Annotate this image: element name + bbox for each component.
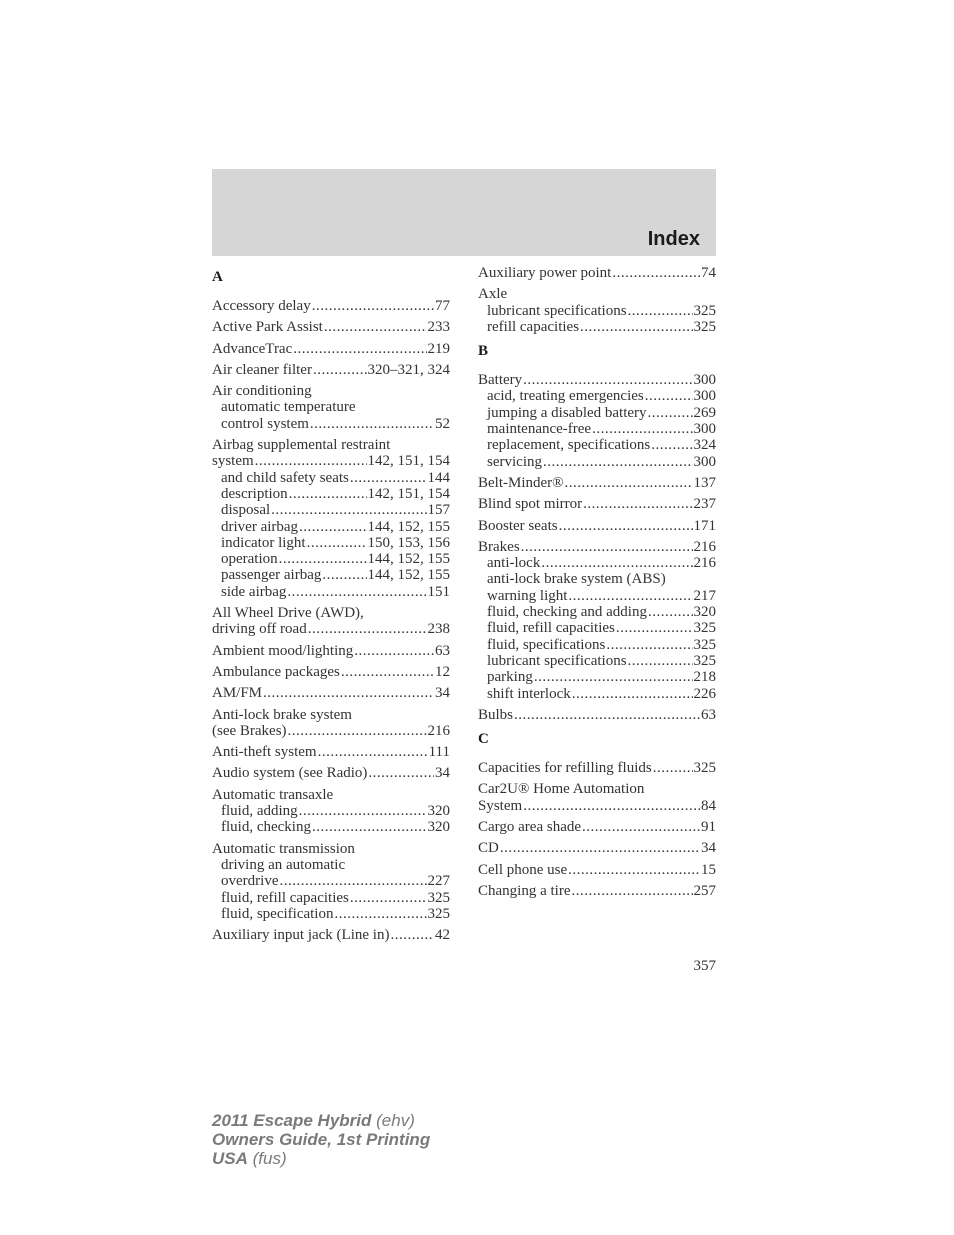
index-entry-line (478, 862, 716, 878)
page-reference: 151 (427, 583, 450, 600)
entry-term: refill capacities (487, 318, 580, 335)
dot-leader (592, 421, 692, 437)
index-subentry-line (478, 669, 716, 685)
page-reference: 142, 151, 154 (367, 485, 450, 502)
index-entry (212, 685, 450, 701)
page-reference: 227 (427, 873, 450, 890)
page-reference: 15 (701, 861, 716, 878)
dot-leader (523, 798, 700, 814)
index-subentry-line (478, 571, 716, 587)
page-reference: 325 (693, 302, 716, 319)
page-reference: 216 (427, 722, 450, 739)
index-column-right (478, 265, 716, 904)
index-entry (478, 475, 716, 491)
dot-leader (651, 437, 692, 453)
dot-leader (543, 454, 693, 470)
page-reference: 77 (435, 298, 450, 314)
dot-leader (289, 486, 367, 502)
page-reference: 325 (693, 652, 716, 669)
page-reference: 238 (427, 621, 450, 638)
entry-term: AM/FM (212, 685, 263, 702)
page-reference: 150, 153, 156 (367, 534, 450, 551)
page-reference: 325 (427, 905, 450, 922)
entry-term: Ambulance packages (212, 663, 340, 680)
dot-leader (318, 744, 428, 760)
page-reference: 144 (427, 469, 450, 486)
page-reference: 320 (427, 819, 450, 836)
entry-term: Changing a tire (478, 882, 571, 899)
index-subentry-line (478, 319, 716, 335)
dot-leader (572, 686, 693, 702)
document-footer (212, 1111, 430, 1168)
index-subentry-line (212, 803, 450, 819)
dot-leader (279, 551, 367, 567)
page-reference: 34 (435, 685, 450, 702)
index-entry (478, 265, 716, 281)
page-reference: 325 (693, 760, 716, 777)
index-entry (212, 927, 450, 943)
index-subentry-line (478, 421, 716, 437)
page-reference: 63 (435, 642, 450, 659)
index-entry (212, 765, 450, 781)
index-subentry-line (212, 584, 450, 600)
entry-term: CD (478, 840, 499, 857)
entry-term: fluid, refill capacities (221, 889, 349, 906)
dot-leader (350, 470, 427, 486)
entry-term: Blind spot mirror (478, 496, 583, 513)
footer-market-code: (fus) (252, 1149, 287, 1168)
page-reference: 52 (435, 415, 450, 432)
entry-term: driver airbag (221, 518, 299, 535)
entry-term: Anti-theft system (212, 744, 317, 761)
entry-term: overdrive (221, 873, 279, 890)
dot-leader (541, 555, 692, 571)
entry-term: fluid, specification (221, 905, 334, 922)
index-entry-line (478, 518, 716, 534)
index-subentry-line (212, 567, 450, 583)
dot-leader (514, 707, 700, 723)
entry-term: AdvanceTrac (212, 340, 293, 357)
entry-term: Car2U® Home Automation (478, 781, 645, 798)
entry-term: and child safety seats (221, 469, 349, 486)
entry-term: Auxiliary input jack (Line in) (212, 927, 390, 944)
entry-term: Automatic transaxle (212, 786, 334, 803)
entry-term: jumping a disabled battery (487, 404, 647, 421)
page-reference: 325 (693, 636, 716, 653)
dot-leader (341, 664, 434, 680)
index-entry (212, 383, 450, 432)
section-letter: B (478, 343, 489, 360)
index-subentry-line (478, 686, 716, 702)
index-entry-line (212, 383, 450, 399)
page-reference: 300 (693, 421, 716, 438)
page-reference: 84 (701, 797, 716, 814)
page-reference: 74 (701, 265, 716, 281)
dot-leader (648, 604, 693, 620)
dot-leader (312, 819, 427, 835)
entry-term: All Wheel Drive (AWD), (212, 605, 364, 622)
index-entry-line (478, 819, 716, 835)
entry-term: anti-lock brake system (ABS) (487, 571, 666, 588)
index-entry (212, 643, 450, 659)
entry-term: warning light (487, 587, 568, 604)
footer-line-1 (212, 1111, 430, 1130)
dot-leader (648, 405, 693, 421)
index-subentry-line (212, 416, 450, 432)
index-entry (212, 341, 450, 357)
dot-leader (523, 372, 692, 388)
index-subentry-line (212, 519, 450, 535)
dot-leader (299, 803, 427, 819)
index-entry-line (212, 341, 450, 357)
dot-leader (580, 319, 692, 335)
entry-term: replacement, specifications (487, 437, 651, 454)
entry-term: lubricant specifications (487, 652, 627, 669)
dot-leader (263, 685, 434, 701)
index-subentry-line (478, 653, 716, 669)
index-entry (478, 372, 716, 470)
page-reference: 325 (693, 318, 716, 335)
index-entry-line (478, 781, 716, 797)
index-entry-line (212, 927, 450, 943)
index-entry-line (478, 265, 716, 281)
index-entry (212, 298, 450, 314)
entry-term: Air conditioning (212, 383, 312, 400)
index-entry (212, 707, 450, 740)
dot-leader (354, 643, 434, 659)
index-entry-line (212, 605, 450, 621)
page-reference: 34 (701, 840, 716, 857)
entry-term: fluid, specifications (487, 636, 606, 653)
entry-term: system (212, 453, 254, 470)
index-entry-line (212, 319, 450, 335)
index-entry-line (478, 475, 716, 491)
page-reference: 216 (693, 538, 716, 555)
index-subentry-line (212, 819, 450, 835)
index-subentry-line (212, 906, 450, 922)
page-title: Index (647, 228, 700, 250)
entry-term: description (221, 485, 288, 502)
entry-term: Booster seats (478, 517, 558, 534)
entry-term: Audio system (see Radio) (212, 765, 368, 782)
index-entry (212, 605, 450, 638)
index-entry-line (478, 496, 716, 512)
dot-leader (521, 539, 693, 555)
index-entry-line (212, 744, 450, 760)
index-entry-line (478, 760, 716, 776)
index-subentry-line (212, 873, 450, 889)
index-column-left (212, 265, 450, 948)
page-reference: 171 (693, 517, 716, 534)
page-reference: 217 (693, 587, 716, 604)
entry-term: Active Park Assist (212, 319, 323, 336)
index-entry (478, 819, 716, 835)
index-subentry-line (478, 437, 716, 453)
index-entry (478, 760, 716, 776)
entry-term: Automatic transmission (212, 840, 355, 857)
index-subentry-line (478, 588, 716, 604)
index-subentry-line (478, 388, 716, 404)
entry-term: lubricant specifications (487, 302, 627, 319)
dot-leader (616, 620, 693, 636)
entry-term: Auxiliary power point (478, 265, 612, 281)
entry-term: indicator light (221, 534, 306, 551)
entry-term: Belt-Minder® (478, 474, 564, 491)
dot-leader (606, 637, 692, 653)
entry-term: passenger airbag (221, 567, 322, 584)
index-subentry-line (212, 470, 450, 486)
index-entry (212, 437, 450, 600)
index-subentry-line (478, 604, 716, 620)
entry-term: servicing (487, 453, 542, 470)
index-subentry-line (478, 405, 716, 421)
entry-term: System (478, 797, 523, 814)
dot-leader (628, 653, 693, 669)
dot-leader (279, 873, 426, 889)
index-entry-line (478, 539, 716, 555)
dot-leader (293, 341, 426, 357)
footer-line-3 (212, 1149, 430, 1168)
entry-term: anti-lock (487, 555, 541, 572)
index-entry-line (212, 643, 450, 659)
footer-guide: Owners Guide, 1st Printing (212, 1130, 431, 1149)
dot-leader (368, 765, 434, 781)
index-entry-line (212, 685, 450, 701)
page-reference: 325 (427, 889, 450, 906)
dot-leader (612, 265, 700, 281)
page-reference: 144, 152, 155 (367, 567, 450, 584)
entry-term: control system (221, 415, 309, 432)
entry-term: Cell phone use (478, 861, 568, 878)
entry-term: driving an automatic (221, 856, 346, 873)
entry-term: fluid, checking (221, 819, 311, 836)
index-entry (478, 707, 716, 723)
dot-leader (255, 453, 367, 469)
index-subentry-line (478, 555, 716, 571)
dot-leader (568, 588, 692, 604)
index-subentry-line (478, 620, 716, 636)
page-reference: 269 (693, 404, 716, 421)
page-reference: 42 (435, 927, 450, 944)
page-number: 357 (693, 958, 716, 974)
index-entry-line (212, 664, 450, 680)
entry-term: Accessory delay (212, 298, 311, 314)
index-subentry-line (212, 551, 450, 567)
dot-leader (653, 760, 693, 776)
index-entry-line (478, 372, 716, 388)
index-entry-line (212, 723, 450, 739)
index-entry (478, 286, 716, 335)
index-subentry-line (478, 637, 716, 653)
dot-leader (568, 862, 700, 878)
entry-term: Bulbs (478, 706, 514, 723)
index-entry-line (478, 798, 716, 814)
page-reference: 237 (693, 496, 716, 513)
entry-term: Battery (478, 372, 523, 389)
page-reference: 257 (693, 882, 716, 899)
index-entry-line (212, 437, 450, 453)
entry-term: (see Brakes) (212, 722, 287, 739)
index-subentry-line (478, 454, 716, 470)
index-entry-line (212, 453, 450, 469)
index-subentry-line (212, 535, 450, 551)
index-entry (212, 319, 450, 335)
dot-leader (583, 496, 692, 512)
section-letter: A (212, 269, 223, 285)
dot-leader (271, 502, 426, 518)
entry-term: Axle (478, 286, 508, 303)
page-reference: 233 (427, 319, 450, 336)
entry-term: fluid, refill capacities (487, 620, 615, 637)
entry-term: Ambient mood/lighting (212, 642, 354, 659)
dot-leader (582, 819, 700, 835)
index-entry (212, 664, 450, 680)
footer-model-code: (ehv) (376, 1111, 415, 1130)
index-entry (478, 496, 716, 512)
page-reference: 320 (427, 803, 450, 820)
page-reference: 111 (428, 744, 450, 761)
footer-model: 2011 Escape Hybrid (212, 1111, 372, 1130)
entry-term: fluid, checking and adding (487, 604, 647, 621)
page-reference: 12 (435, 663, 450, 680)
page-reference: 219 (427, 340, 450, 357)
page-reference: 34 (435, 765, 450, 782)
entry-term: Airbag supplemental restraint (212, 437, 391, 454)
index-entry (478, 883, 716, 899)
entry-term: operation (221, 551, 278, 568)
entry-term: shift interlock (487, 685, 571, 702)
index-entry (212, 841, 450, 922)
entry-term: parking (487, 669, 533, 686)
footer-market: USA (212, 1149, 248, 1168)
index-entry-line (212, 298, 450, 314)
page-reference: 91 (701, 819, 716, 836)
index-entry-line (212, 621, 450, 637)
dot-leader (287, 584, 426, 600)
page-reference: 142, 151, 154 (367, 453, 450, 470)
index-entry (478, 840, 716, 856)
entry-term: Cargo area shade (478, 819, 582, 836)
page-reference: 144, 152, 155 (367, 518, 450, 535)
entry-term: disposal (221, 502, 271, 519)
page-reference: 216 (693, 555, 716, 572)
page-reference: 300 (693, 388, 716, 405)
index-entry (478, 781, 716, 814)
index-entry (212, 744, 450, 760)
index-subentry-line (212, 399, 450, 415)
index-entry-line (478, 883, 716, 899)
page-reference: 144, 152, 155 (367, 551, 450, 568)
page-reference: 157 (427, 502, 450, 519)
index-entry (478, 518, 716, 534)
page-reference: 324 (693, 437, 716, 454)
index-entry-line (212, 765, 450, 781)
index-entry-line (478, 707, 716, 723)
dot-leader (307, 535, 367, 551)
index-entry (478, 539, 716, 702)
dot-leader (645, 388, 693, 404)
index-entry (212, 362, 450, 378)
dot-leader (565, 475, 693, 491)
dot-leader (313, 362, 367, 378)
entry-term: Capacities for refilling fluids (478, 760, 652, 777)
page-reference: 300 (693, 372, 716, 389)
entry-term: side airbag (221, 583, 287, 600)
dot-leader (324, 319, 427, 335)
index-entry-line (478, 286, 716, 302)
dot-leader (559, 518, 693, 534)
index-subentry-line (478, 303, 716, 319)
index-entry-line (212, 841, 450, 857)
dot-leader (500, 840, 700, 856)
index-subentry-line (212, 486, 450, 502)
page-reference: 63 (701, 706, 716, 723)
page-reference: 137 (693, 474, 716, 491)
index-entry (478, 862, 716, 878)
entry-term: driving off road (212, 621, 307, 638)
page-reference: 218 (693, 669, 716, 686)
footer-line-2 (212, 1130, 430, 1149)
dot-leader (350, 890, 427, 906)
page-reference: 325 (693, 620, 716, 637)
dot-leader (308, 621, 427, 637)
dot-leader (322, 567, 366, 583)
dot-leader (534, 669, 693, 685)
index-header-band (212, 169, 716, 256)
index-entry-line (212, 362, 450, 378)
entry-term: maintenance-free (487, 421, 592, 438)
dot-leader (390, 927, 434, 943)
dot-leader (299, 519, 366, 535)
dot-leader (312, 298, 434, 314)
index-subentry-line (212, 502, 450, 518)
dot-leader (571, 883, 692, 899)
dot-leader (288, 723, 427, 739)
entry-term: Anti-lock brake system (212, 706, 352, 723)
page-reference: 320–321, 324 (367, 361, 450, 378)
dot-leader (334, 906, 426, 922)
page-reference: 320 (693, 604, 716, 621)
entry-term: fluid, adding (221, 803, 298, 820)
page-reference: 300 (693, 453, 716, 470)
index-entry-line (478, 840, 716, 856)
entry-term: Air cleaner filter (212, 361, 312, 378)
dot-leader (310, 416, 434, 432)
index-entry (212, 787, 450, 836)
entry-term: automatic temperature (221, 399, 356, 416)
entry-term: acid, treating emergencies (487, 388, 644, 405)
index-entry-line (212, 787, 450, 803)
section-letter: C (478, 731, 489, 748)
index-entry-line (212, 707, 450, 723)
index-subentry-line (212, 857, 450, 873)
index-subentry-line (212, 890, 450, 906)
dot-leader (628, 303, 693, 319)
entry-term: Brakes (478, 538, 520, 555)
page-reference: 226 (693, 685, 716, 702)
